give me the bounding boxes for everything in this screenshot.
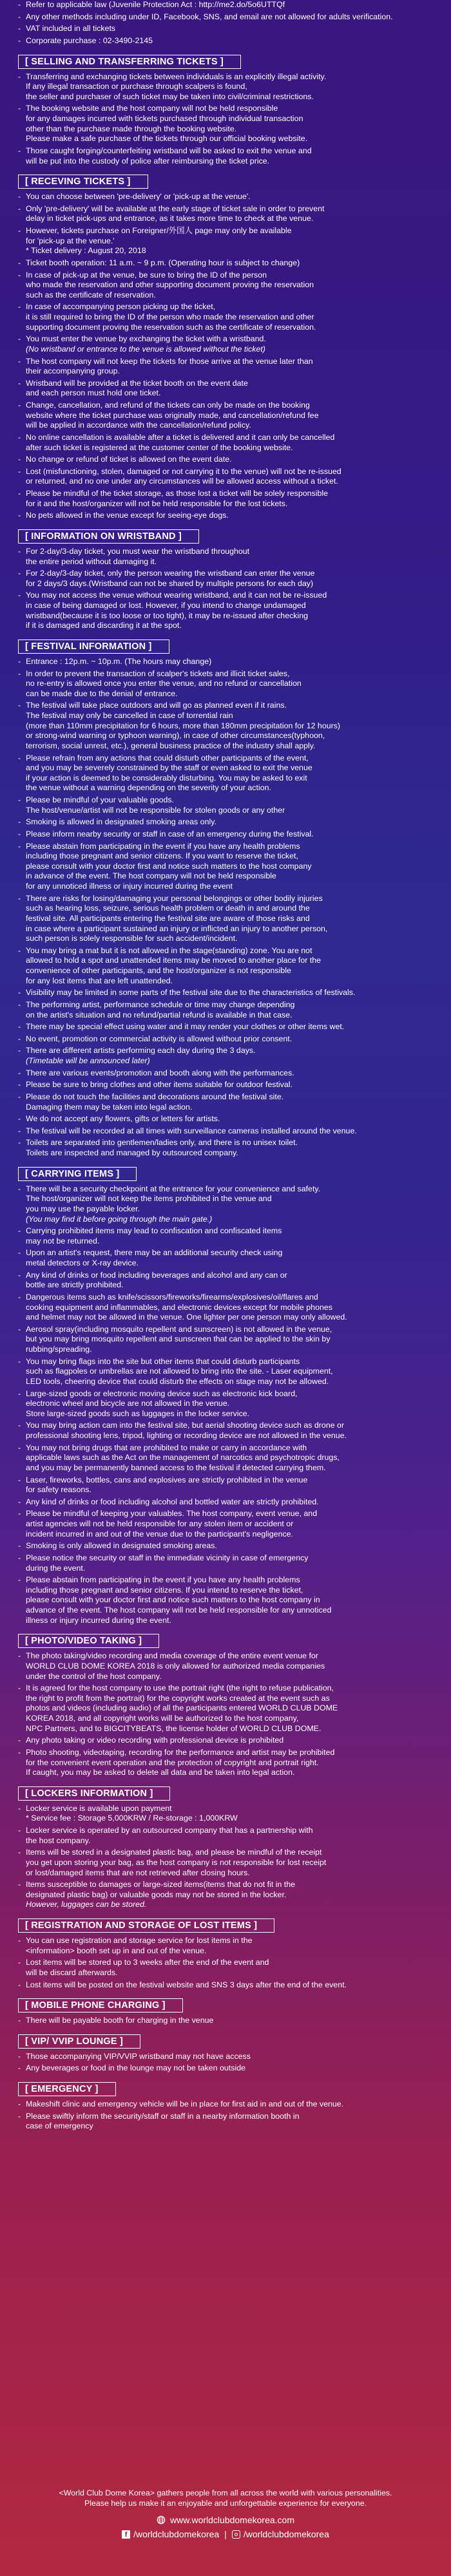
notice-item [18, 2112, 434, 2132]
notice-text: - The host company will not keep the tickets for those arrive at the venue later than their accompanying group. [26, 356, 313, 376]
notice-text: - Please refrain from any actions that could disturb other participants of the event, and you may be severely constrained by the staff or even asked to exit the venue if your action is deemed to be considerably disturbing. You may be asked to exit the venue without a warning depending on the severity of your action. [26, 753, 312, 793]
notice-section [18, 1634, 434, 1778]
notice-text: - No change or refund of ticket is allowed on the event date. [26, 455, 232, 464]
notice-text: - There will be a security checkpoint at the entrance for your convenience and safety. The host/organizer will not keep the items prohibited in the venue and you may use the payable locker. [26, 1184, 321, 1213]
notice-text: - Those accompanying VIP/VVIP wristband may not have access [26, 2051, 251, 2061]
notice-section [18, 55, 434, 167]
facebook-icon: f [122, 2530, 130, 2539]
section-heading: [ INFORMATION ON WRISTBAND ] [18, 529, 199, 544]
notice-text: - There will be payable booth for charging in the venue [26, 2016, 214, 2025]
notice-text: - You may not access the venue without wearing wristband, and it can not be re-issued in case of being damaged or lost. However, if you intend to change undamaged wristband(because it is too loose or too tight), it may be re-issued after checking if it is damaged and discarding it at the spot. [26, 591, 327, 630]
notice-text: - Please inform nearby security or staff in case of an emergency during the festival. [26, 829, 314, 838]
notice-text: - Aerosol spray(including mosquito repellent and sunscreen) is not allowed in the venue, but you may bring mosquito repellent and sunscreen that can be applied to the skin by rubbing/spreading. [26, 1324, 332, 1354]
notice-item [18, 547, 434, 567]
notice-item [18, 1080, 434, 1090]
notice-text: - Refer to applicable law (Juvenile Protection Act : http://me2.do/5o6UTTQf [26, 0, 285, 9]
section-items [18, 72, 434, 167]
notice-note: (Timetable will be announced later) [26, 1056, 150, 1065]
notice-text: - We do not accept any flowers, gifts or letters for artists. [26, 1114, 220, 1124]
notice-text: - Locker service is operated by an outsourced company that has a partnership with the host company. [26, 1826, 313, 1845]
section-title: RECEVING TICKETS [31, 176, 125, 187]
notice-text: - Any kind of drinks or food including alcohol and bottled water are strictly prohibited. [26, 1497, 319, 1506]
notice-sections [18, 55, 434, 2132]
notice-item [18, 1736, 434, 1746]
notice-item [18, 2016, 434, 2026]
notice-text: - Lost (misfunctioning, stolen, damaged or not carrying it to the venue) will not be re-issued or returned, and no one under any circumstances will be allowed access without a ticket. [26, 466, 341, 486]
notice-section [18, 2034, 434, 2074]
footer [0, 2488, 451, 2539]
notice-section [18, 175, 434, 521]
notice-text: - Please be mindful of the ticket storage, as those lost a ticket will be solely responsible for it and the host/organizer will not be held responsible for the lost tickets. [26, 489, 329, 508]
notice-item [18, 1936, 434, 1956]
notice-section [18, 1918, 434, 1990]
notice-text: - Any photo taking or video recording with professional device is prohibited [26, 1736, 284, 1745]
notice-text: - Toilets are separated into gentlemen/ladies only, and there is no unisex toilet. Toilets are inspected and managed by outsourced company. [26, 1138, 298, 1157]
notice-item [18, 1271, 434, 1291]
notice-item [18, 569, 434, 589]
notice-text: - You must enter the venue by exchanging the ticket with a wristband. [26, 334, 266, 344]
section-heading: [ FESTIVAL INFORMATION ] [18, 639, 169, 654]
section-items [18, 1804, 434, 1910]
notice-item [18, 1880, 434, 1910]
notice-item [18, 24, 434, 34]
notice-item [18, 2052, 434, 2062]
notice-item [18, 511, 434, 521]
notice-text: - The photo taking/video recording and media coverage of the entire event venue for WORLD CLUB DOME KOREA 2018 is only allowed for authorized media companies under the control of the host company. [26, 1651, 325, 1681]
notice-item [18, 12, 434, 23]
notice-text: - No online cancellation is available after a ticket is delivered and it can only be cancelled after such ticket is registered at the customer center of the booking website. [26, 432, 335, 452]
notice-text: - Please do not touch the facilities and decorations around the festival site. Damaging them may be taken into legal action. [26, 1092, 284, 1112]
intro-list [18, 0, 434, 46]
notice-note: (No wristband or entrance to the venue is allowed without the ticket) [26, 344, 265, 354]
notice-text: - Ticket booth operation: 11 a.m. ~ 9 p.m. (Operating hour is subject to change) [26, 258, 300, 267]
notice-item [18, 146, 434, 166]
notice-item [18, 1022, 434, 1032]
notice-text: - Dangerous items such as knife/scissors/fireworks/firearms/explosives/oil/flares and cooking equipment and inflammables, and electronic devices except for mobile phones and helmet may not be allowed in the venue. One lighter per one person may only allowed. [26, 1292, 347, 1322]
notice-text: - Those caught forging/counterfeiting wristband will be asked to exit the venue and will be put into the custody of police after reimbursing the ticket price. [26, 146, 312, 166]
notice-item [18, 36, 434, 46]
notice-section [18, 1167, 434, 1626]
section-title: LOCKERS INFORMATION [31, 1788, 148, 1799]
notice-item [18, 1748, 434, 1778]
social-row [0, 2529, 451, 2539]
section-items [18, 547, 434, 631]
notice-text: - For 2-day/3-day ticket, you must wear the wristband throughout the entire period without damaging it. [26, 546, 250, 566]
notice-text: - Smoking is allowed in designated smoking areas only. [26, 817, 216, 827]
notice-text: - Upon an artist's request, there may be an additional security check using metal detectors or X-ray device. [26, 1248, 283, 1267]
notice-item [18, 1138, 434, 1158]
notice-text: - Change, cancellation, and refund of the tickets can only be made on the booking website where the ticket purchase was originally made, and cancellation/refund fee will be applied in accordance with the cancellation/refund policy. [26, 401, 319, 430]
notice-text: - Items susceptible to damages or large-sized items(items that do not fit in the designated plastic bag) or valuable goods may not be stored in the locker. [26, 1880, 296, 1899]
notice-text: - Please be mindful of your valuable goods. The host/venue/artist will not be responsible for stolen goods or any other [26, 795, 285, 815]
notice-item [18, 204, 434, 224]
notice-section [18, 1998, 434, 2026]
notice-item [18, 1497, 434, 1508]
notice-item [18, 270, 434, 301]
notice-text: - No event, promotion or commercial activity is allowed without prior consent. [26, 1034, 293, 1043]
closing-message: <World Club Dome Korea> gathers people from all across the world with various personalities. Please help us make it an enjoyable and unforgettable experience for everyone. [59, 2488, 392, 2508]
notice-item [18, 795, 434, 815]
notice-item [18, 1541, 434, 1551]
notice-item [18, 1046, 434, 1066]
notice-item [18, 657, 434, 667]
notice-note: However, luggages can be stored. [26, 1900, 147, 1909]
notice-text: - There are various events/promotion and booth along with the performances. [26, 1068, 294, 1077]
section-title: SELLING AND TRANSFERRING TICKETS [31, 56, 218, 67]
section-title: CARRYING ITEMS [31, 1168, 114, 1179]
notice-item [18, 1475, 434, 1495]
section-heading: [ SELLING AND TRANSFERRING TICKETS ] [18, 55, 241, 69]
notice-item [18, 701, 434, 751]
notice-item [18, 104, 434, 144]
section-heading: [ RECEVING TICKETS ] [18, 175, 148, 189]
section-heading: [ LOCKERS INFORMATION ] [18, 1786, 170, 1801]
notice-text: - You may bring flags into the site but other items that could disturb participants such as flagpoles or umbrellas are not allowed to bring into the site. - Laser equipment, LED tools, cheering device that could disturb the effects on stage may not be allowed. [26, 1356, 333, 1386]
notice-item [18, 1248, 434, 1268]
section-title: VIP/ VVIP LOUNGE [31, 2036, 117, 2047]
notice-text: - There are risks for losing/damaging your personal belongings or other bodily injuries such as hearing loss, seizure, serious health problem or death in and around the festival site. All participants entering the festival site are aware of those risks and in case where a participant sustained an injury or inflicted an injury to another person, such person is solely responsible for such accident/incident. [26, 893, 328, 943]
notice-text: - The festival will be recorded at all times with surveillance cameras installed around the venue. [26, 1126, 357, 1135]
section-items [18, 2016, 434, 2026]
notice-item [18, 1325, 434, 1355]
notice-text: - You can choose between 'pre-delivery' or 'pick-up at the venue'. [26, 192, 251, 202]
notice-item [18, 946, 434, 987]
section-heading: [ MOBILE PHONE CHARGING ] [18, 1998, 183, 2012]
section-items [18, 2052, 434, 2074]
notice-text: - There may be special effect using water and it may render your clothes or other items wet. [26, 1022, 345, 1032]
instagram-link[interactable]: /worldclubdomekorea [243, 2529, 329, 2540]
notice-item [18, 1000, 434, 1020]
section-items [18, 1936, 434, 1990]
globe-icon [157, 2515, 166, 2524]
notice-section [18, 1786, 434, 1910]
notice-item [18, 1421, 434, 1441]
notice-text: - You may bring action cam into the festival site, but aerial shooting device such as drone or professional shooting lens, tripod, lighting or recording device are not allowed in the venue. [26, 1421, 347, 1440]
notice-item [18, 1226, 434, 1246]
notice-item [18, 192, 434, 202]
notice-item [18, 489, 434, 509]
notice-item [18, 1357, 434, 1387]
notice-item [18, 1980, 434, 1991]
notice-item [18, 591, 434, 631]
section-title: EMERGENCY [31, 2084, 93, 2094]
notice-text: - Any beverages or food in the lounge may not be taken outside [26, 2063, 245, 2073]
notice-text: - It is agreed for the host company to use the portrait right (the right to refuse publication, the right to profit from the portrait) for the copyright works created at the event such as photos and videos (including audio) of all the participants entered WORLD CLUB DOME KOREA 2018, and all copyright works will be authorized to the host company, NPC Partners, and to BIGCITYBEATS, the license holder of WORLD CLUB DOME. [26, 1683, 338, 1733]
notice-text: - Photo shooting, videotaping, recording for the performance and artist may be prohibited for the convenient event operation and the protection of copyright and portrait right. If caught, you may be asked to delete all data and be taken into legal action. [26, 1747, 335, 1777]
notice-item [18, 817, 434, 828]
notice-item [18, 894, 434, 944]
notice-note: (You may find it before going through the main gate.) [26, 1214, 213, 1224]
notice-text: - Transferring and exchanging tickets between individuals is an explicitly illegal activity. If any illegal transaction or purchase through scalpers is found, the seller and purchaser of such ticket may be taken into civil/criminal restrictions. [26, 71, 327, 101]
notice-text: - The booking website and the host company will not be held responsible for any damages incurred with tickets purchased through individual transaction other than the purchase made through the booking website. Please make a safe purchase of the tickets through our official booking website. [26, 104, 308, 144]
notice-text: - In order to prevent the transaction of scalper's tickets and illicit ticket sales, no re-entry is allowed once you enter the venue, and no refund or cancellation can be made due to the denial of entrance. [26, 668, 302, 698]
notice-text: - You can use registration and storage service for lost items in the <information> booth set up in and out of the venue. [26, 1936, 253, 1955]
section-items [18, 1184, 434, 1626]
section-title: REGISTRATION AND STORAGE OF LOST ITEMS [31, 1920, 251, 1931]
section-heading: [ VIP/ VVIP LOUNGE ] [18, 2034, 140, 2049]
section-items [18, 2099, 434, 2132]
notice-text: - Please abstain from participating in the event if you have any health problems including those pregnant and senior citizens. If you intend to reserve the ticket, please consult with your doctor first and notice such matters to the host company in advance of the event. The host company will not be held responsible for any unnoticed illness or injury incurred during the event. [26, 1575, 332, 1625]
notice-text: - In case of accompanying person picking up the ticket, it is still required to bring the ID of the person who made the reservation and other supporting document proving the reservation such as the certificate of reservation. [26, 302, 316, 332]
notice-item [18, 258, 434, 269]
notice-text: - Corporate purchase : 02-3490-2145 [26, 35, 153, 45]
notice-text: - Smoking is only allowed in designated smoking areas. [26, 1541, 217, 1551]
section-heading: [ PHOTO/VIDEO TAKING ] [18, 1634, 159, 1648]
notice-text: - You may bring a mat but it is not allowed in the stage(standing) zone. You are not allowed to hold a spot and unattended items may be moved to another place for the convenience of other participants, and the host/organizer is not responsible for any lost items that are left unattended. [26, 945, 321, 985]
notice-text: - Lost items will be posted on the festival website and SNS 3 days after the end of the event. [26, 1980, 347, 1989]
notice-item [18, 1958, 434, 1978]
notice-text: - There are different artists performing each day during the 3 days. [26, 1046, 256, 1056]
notice-text: - Items will be stored in a designated plastic bag, and please be mindful of the receipt you get upon storing your bag, as the host company is not responsible for lost receipt or lost/damaged items that are not retrieved after closing hours. [26, 1848, 327, 1877]
section-heading: [ REGISTRATION AND STORAGE OF LOST ITEMS ] [18, 1918, 274, 1933]
notice-text: - Please be mindful of keeping your valuables. The host company, event venue, and artist agencies will not be held responsible for any stolen item or accident or incident incurred in and out of the venue due to the participant's negligence. [26, 1509, 318, 1539]
notice-item [18, 1804, 434, 1824]
notice-item [18, 455, 434, 465]
website-link[interactable]: www.worldclubdomekorea.com [170, 2515, 294, 2526]
notice-text: - In case of pick-up at the venue, be sure to bring the ID of the person who made the reservation and other supporting document proving the reservation such as the certificate of reservation. [26, 270, 314, 299]
notice-section [18, 529, 434, 631]
notice-item [18, 1575, 434, 1625]
notice-text: - VAT included in all tickets [26, 24, 116, 33]
notice-item [18, 669, 434, 699]
section-items [18, 192, 434, 521]
section-title: MOBILE PHONE CHARGING [31, 2000, 160, 2011]
notice-item [18, 1293, 434, 1323]
section-items [18, 657, 434, 1159]
notice-text: - Please swiftly inform the security/staff or staff in a nearby information booth in case of emergency [26, 2111, 300, 2131]
notice-text: - For 2-day/3-day ticket, only the person wearing the wristband can enter the venue for 2 days/3 days.(Wristband can not be shared by multiple persons for each day) [26, 569, 315, 588]
notice-item [18, 357, 434, 377]
notice-item [18, 1126, 434, 1137]
notice-item [18, 302, 434, 332]
notice-text: - Carrying prohibited items may lead to confiscation and confiscated items may not be returned. [26, 1226, 282, 1245]
notice-item [18, 401, 434, 431]
notice-item [18, 753, 434, 794]
notice-text: - Large-sized goods or electronic moving device such as electronic kick board, electronic wheel and bicycle are not allowed in the venue. Store large-sized goods such as luggages in the locker service. [26, 1388, 298, 1418]
notice-text: - Please notice the security or staff in the immediate vicinity in case of emergency during the event. [26, 1553, 309, 1573]
notice-text: - Please be sure to bring clothes and other items suitable for outdoor festival. [26, 1080, 293, 1090]
section-heading: [ EMERGENCY ] [18, 2082, 116, 2096]
notice-item [18, 1068, 434, 1079]
notice-item [18, 842, 434, 892]
notice-item [18, 379, 434, 399]
separator: | [224, 2529, 227, 2540]
section-items [18, 1651, 434, 1778]
notice-text: - Locker service is available upon payment * Service fee : Storage 5,000KRW / Re-storage : 1,000KRW [26, 1803, 238, 1823]
notice-item [18, 1443, 434, 1473]
notice-text: - Any other methods including under ID, Facebook, SNS, and email are not allowed for adults verification. [26, 12, 393, 21]
notice-item [18, 1092, 434, 1112]
notice-item [18, 1826, 434, 1846]
notice-text: - The festival will take place outdoors and will go as planned even if it rains. The festival may only be cancelled in case of torrential rain (more than 110mm precipitation for 6 hours, more than 180mm precipitation for 12 hours) or strong-wind warning or typhoon warning), in case of other circumstances(typhoon, terrorism, social unrest, etc.), general business practice of the industry shall apply. [26, 701, 341, 750]
notice-text: - Visibility may be limited in some parts of the festival site due to the characteristics of festivals. [26, 988, 356, 998]
notice-text: - Any kind of drinks or food including beverages and alcohol and any can or bottle are strictly prohibited. [26, 1270, 287, 1290]
notice-item [18, 0, 434, 10]
notice-item [18, 1184, 434, 1225]
notice-item [18, 72, 434, 102]
notice-item [18, 1114, 434, 1124]
website-row [0, 2515, 451, 2525]
notice-text: - Entrance : 12p.m. ~ 10p.m. (The hours may change) [26, 656, 212, 666]
notice-item [18, 1683, 434, 1734]
instagram-icon [232, 2530, 240, 2539]
notice-text: - Wristband will be provided at the ticket booth on the event date and each person must hold one ticket. [26, 378, 248, 398]
notice-item [18, 1509, 434, 1539]
notice-item [18, 2099, 434, 2110]
notice-text: - However, tickets purchase on Foreigner/外国人 page may only be available for 'pick-up at the venue.' * Ticket delivery : August 20, 2018 [26, 226, 292, 256]
notice-item [18, 1848, 434, 1878]
notice-item [18, 2063, 434, 2074]
section-title: INFORMATION ON WRISTBAND [31, 531, 176, 542]
notice-item [18, 829, 434, 840]
notice-text: - You may not bring drugs that are prohibited to make or carry in accordance with applicable laws such as the Act on the management of narcotics and psychotropic drugs, and you may be permanently banned access to the festival if detected carrying them. [26, 1443, 340, 1472]
notice-text: - The performing artist, performance schedule or time may change depending on the artist's situation and no refund/partial refund is available in that case. [26, 999, 295, 1019]
notice-text: - Makeshift clinic and emergency vehicle will be in place for first aid in and out of the venue. [26, 2099, 344, 2108]
notice-section [18, 2082, 434, 2132]
notice-item [18, 1034, 434, 1045]
section-title: FESTIVAL INFORMATION [31, 641, 146, 652]
notice-item [18, 226, 434, 256]
notice-item [18, 1553, 434, 1573]
notice-item [18, 1389, 434, 1419]
notice-item [18, 988, 434, 998]
notice-section [18, 639, 434, 1159]
notice-item [18, 433, 434, 453]
notice-item [18, 1651, 434, 1681]
section-title: PHOTO/VIDEO TAKING [31, 1636, 136, 1647]
notice-item [18, 334, 434, 354]
section-heading: [ CARRYING ITEMS ] [18, 1167, 137, 1181]
notice-text: - No pets allowed in the venue except for seeing-eye dogs. [26, 511, 229, 520]
notice-text: - Laser, fireworks, bottles, cans and explosives are strictly prohibited in the venue for safety reasons. [26, 1475, 308, 1495]
facebook-link[interactable]: /worldclubdomekorea [133, 2529, 220, 2540]
notice-text: - Only 'pre-delivery' will be available at the early stage of ticket sale in order to prevent delay in ticket pick-ups and entrance, as it takes more time to check at the venue. [26, 204, 325, 223]
notice-text: - Lost items will be stored up to 3 weeks after the end of the event and will be discard afterwards. [26, 1958, 269, 1977]
notice-item [18, 467, 434, 487]
notice-text: - Please abstain from participating in the event if you have any health problems including those pregnant and senior citizens. If you want to reserve the ticket, please consult with your doctor first and notice such matters to the host company in advance of the event. The host company will not be held responsible for any unnoticed illness or injury incurred during the event [26, 841, 312, 891]
